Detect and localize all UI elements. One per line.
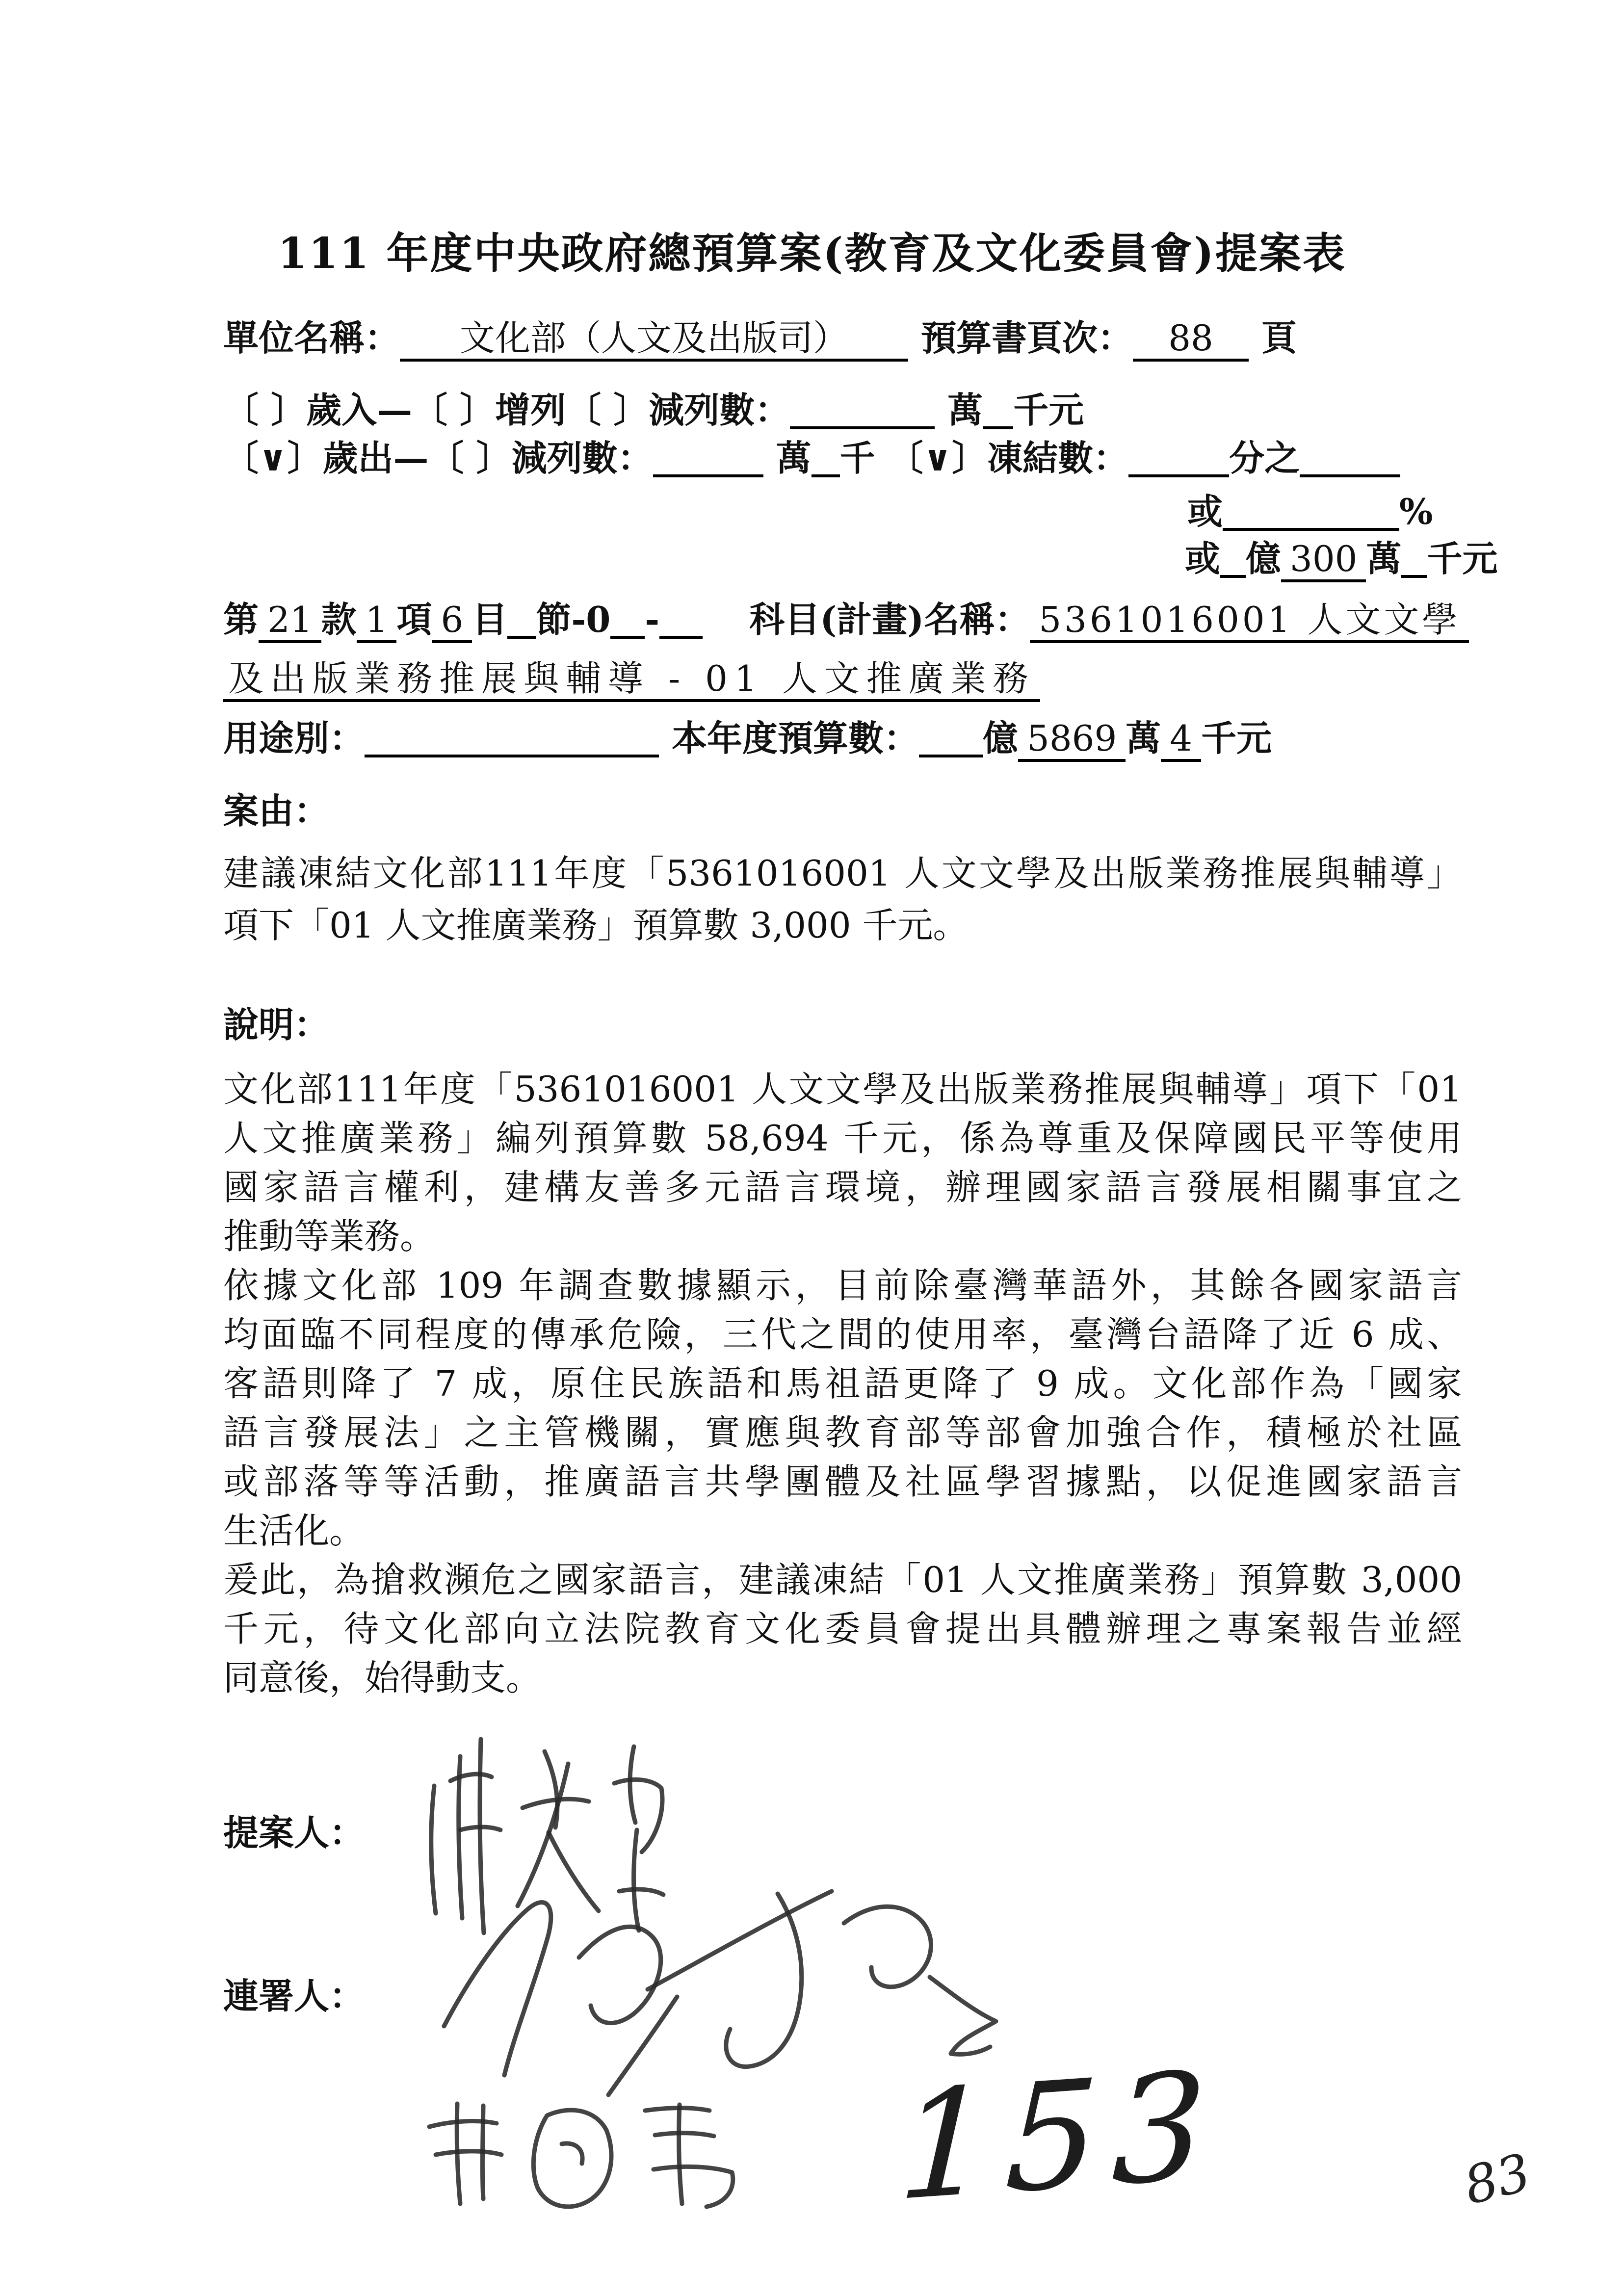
budget-book-page-label: 預算書頁次： — [921, 317, 1133, 359]
or-percent-prefix: 或 — [1187, 491, 1223, 532]
revenue-line — [223, 390, 1084, 431]
revenue-checkbox: 〔 〕 — [223, 389, 307, 431]
amount-qianyuan-unit: 千元 — [1427, 538, 1498, 579]
revenue-cut-label: 減列數： — [649, 389, 790, 431]
item-xiang-label: 項 — [396, 599, 432, 640]
unit-name-value: 文化部（人文及出版司） — [400, 318, 908, 362]
subject-name-value: 5361016001 人文文學 — [1030, 600, 1469, 643]
description-line: 推動等業務。 — [223, 1216, 436, 1257]
yi-unit: 億 — [1246, 538, 1282, 579]
cosigner-label: 連署人： — [223, 1975, 365, 2017]
description-line: 文化部111年度「5361016001 人文文學及出版業務推展與輔導」項下「01 — [223, 1069, 1462, 1110]
description-line: 國家語言權利，建構友善多元語言環境，辦理國家語言發展相關事宜之 — [223, 1167, 1462, 1208]
description-line: 生活化。 — [223, 1510, 365, 1551]
purpose-label: 用途別： — [223, 717, 365, 759]
revenue-amount-blank — [790, 426, 935, 429]
cosigner-signature-2 — [429, 2104, 733, 2207]
or-amount-prefix: 或 — [1185, 538, 1221, 579]
description-line: 同意後，始得動支。 — [223, 1657, 542, 1698]
expenditure-cut-checkbox: 〔 〕 — [428, 437, 512, 479]
revenue-wan-unit: 萬 — [947, 389, 983, 431]
description-line: 客語則降了 7 成，原住民族語和馬祖語更降了 9 成。文化部作為「國家 — [223, 1363, 1462, 1404]
item-mu-value: 6 — [432, 600, 472, 643]
expenditure-line — [223, 438, 1400, 479]
description-line: 或部落等等活動，推廣語言共學團體及社區學習據點，以促進國家語言 — [223, 1461, 1462, 1502]
or-amount-line — [1185, 539, 1498, 582]
revenue-qian-blank — [983, 426, 1013, 429]
amount-wan-unit: 萬 — [1366, 538, 1402, 579]
budget-yi-blank — [919, 755, 983, 757]
percent-sign: % — [1399, 491, 1433, 532]
description-line: 人文推廣業務」編列預算數 58,694 千元，係為尊重及保障國民平等使用 — [223, 1118, 1462, 1159]
item-sub-blank — [659, 636, 703, 639]
revenue-add-label: 增列 — [495, 389, 566, 431]
revenue-label: 歲入— — [306, 389, 413, 431]
freeze-denominator-blank — [1300, 474, 1400, 477]
unit-name-label: 單位名稱： — [223, 317, 400, 359]
freeze-label: 凍結數： — [987, 437, 1129, 479]
item-jie-blank2 — [610, 636, 645, 639]
subject-continuation-line — [223, 658, 1040, 702]
year-budget-label: 本年度預算數： — [672, 717, 919, 759]
expenditure-qian-blank — [812, 474, 840, 477]
budget-wan-unit: 萬 — [1126, 717, 1161, 759]
revenue-add-checkbox: 〔 〕 — [412, 389, 496, 431]
budget-wan-value: 5869 — [1018, 718, 1126, 762]
description-line: 依據文化部 109 年調查數據顯示，目前除臺灣華語外，其餘各國家語言 — [223, 1265, 1462, 1306]
freeze-fenzhi-label: 分之 — [1229, 437, 1300, 479]
purpose-budget-line — [223, 718, 1272, 762]
qian-blank — [1401, 575, 1427, 578]
item-jie-value: 節-0 — [536, 599, 611, 640]
proposer-label: 提案人： — [223, 1812, 365, 1853]
subject-name-label: 科目(計畫)名稱： — [749, 599, 1030, 640]
unit-name-line — [223, 318, 1297, 362]
revenue-cut-checkbox: 〔 〕 — [566, 389, 649, 431]
description-heading: 說明： — [223, 1004, 330, 1045]
item-mu-label: 目 — [472, 599, 508, 640]
case-body — [223, 845, 1462, 949]
percent-blank — [1223, 528, 1399, 531]
corner-page-number: 83 — [1458, 2142, 1537, 2217]
or-percent-line — [1187, 492, 1433, 532]
item-di: 第 — [223, 599, 259, 640]
budget-book-page-value: 88 — [1133, 318, 1249, 362]
case-line: 建議凍結文化部111年度「5361016001 人文文學及出版業務推展與輔導」 — [223, 853, 1462, 894]
revenue-qianyuan-unit: 千元 — [1013, 389, 1084, 431]
case-line: 項下「01 人文推廣業務」預算數 3,000 千元。 — [223, 905, 969, 946]
description-line: 語言發展法」之主管機關，實應與教育部等部會加強合作，積極於社區 — [223, 1412, 1462, 1453]
item-jie-blank — [507, 636, 536, 639]
expenditure-wan-unit: 萬 — [776, 437, 812, 479]
description-body — [223, 1061, 1462, 1698]
purpose-blank — [365, 755, 659, 757]
item-kuan-value: 21 — [259, 600, 321, 643]
description-line: 千元，待文化部向立法院教育文化委員會提出具體辦理之專案報告並經 — [223, 1608, 1462, 1649]
freeze-numerator-blank — [1128, 474, 1229, 477]
expenditure-amount-blank — [653, 474, 763, 477]
expenditure-cut-label: 減列數： — [511, 437, 653, 479]
freeze-checkbox-checked: 〔∨〕 — [888, 437, 988, 479]
item-xiang-value: 1 — [357, 600, 397, 643]
page-title: 111 年度中央政府總預算案(教育及文化委員會)提案表 — [278, 229, 1346, 278]
expenditure-checkbox-checked: 〔∨〕 — [223, 437, 323, 479]
budget-qian-value: 4 — [1161, 718, 1201, 762]
subject-name-value-cont: 及出版業務推展與輔導 - 01 人文推廣業務 — [223, 658, 1040, 702]
case-heading: 案由： — [223, 790, 330, 832]
description-line: 爰此，為搶救瀕危之國家語言，建議凍結「01 人文推廣業務」預算數 3,000 — [223, 1559, 1462, 1600]
budget-book-page-unit: 頁 — [1261, 317, 1297, 359]
item-subject-line — [223, 600, 1469, 643]
expenditure-qian-unit: 千 — [839, 437, 875, 479]
yi-blank — [1220, 575, 1246, 578]
item-dash: - — [645, 599, 660, 640]
handwritten-tally-number: 153 — [895, 2039, 1223, 2234]
budget-qianyuan-unit: 千元 — [1201, 717, 1272, 759]
budget-yi-unit: 億 — [983, 717, 1019, 759]
frozen-amount-wan-value: 300 — [1281, 539, 1366, 582]
item-kuan-label: 款 — [321, 599, 357, 640]
description-line: 均面臨不同程度的傳承危險，三代之間的使用率，臺灣台語降了近 6 成、 — [223, 1314, 1462, 1355]
expenditure-label: 歲出— — [322, 437, 429, 479]
